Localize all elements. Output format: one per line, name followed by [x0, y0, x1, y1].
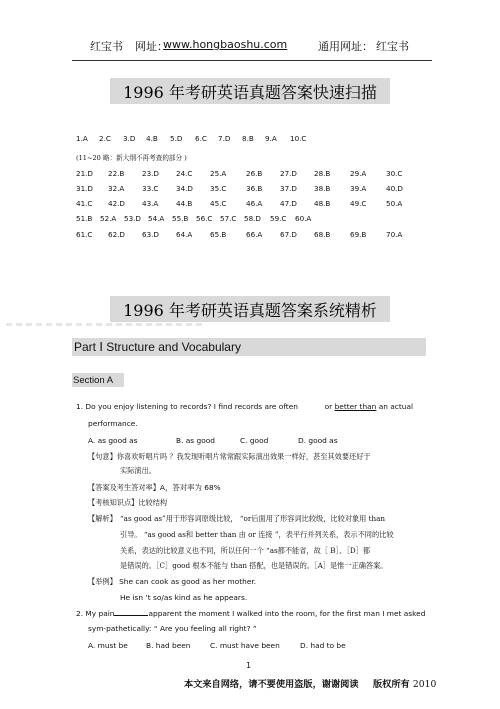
q1-option-c: C. good	[240, 436, 269, 445]
answer-cell: 35.C	[210, 184, 227, 193]
answer-cell: 66.A	[246, 230, 263, 239]
answer-cell: 44.B	[176, 199, 193, 208]
footer-year: 2010	[412, 679, 437, 690]
answer-cell: 64.A	[176, 230, 193, 239]
q1-example-line1	[88, 577, 256, 587]
answer-cell: 67.D	[280, 230, 297, 239]
answer-cell: 49.C	[350, 199, 367, 208]
answer-cell: 42.D	[108, 199, 125, 208]
title-analysis: 1996 年考研英语真题答案系统精析	[110, 296, 390, 322]
q2-line1	[76, 608, 425, 618]
answer-cell: 38.B	[314, 184, 331, 193]
answer-cell: 2.C	[99, 134, 111, 143]
footer-rights: 版权所有	[372, 679, 410, 690]
q1-example-line2: He isn ’t so/as kind as he appears.	[120, 593, 248, 602]
title-quick-scan: 1996 年考研英语真题答案快速扫描	[110, 78, 390, 104]
header-general-url-value: 红宝书	[376, 40, 409, 53]
answer-cell: 32.A	[108, 184, 125, 193]
q1-translation-line1	[88, 452, 371, 462]
q2-option-a: A. must be	[88, 641, 128, 650]
answer-cell: 21.D	[76, 169, 93, 178]
q2-text-a: 2. My pain	[76, 609, 115, 618]
answer-cell: 60.A	[295, 214, 312, 223]
q2-line2: sym-pathetically: “ Are you feeling all right? ”	[88, 624, 257, 633]
faint-watermark-line	[6, 323, 206, 326]
answer-cell: 50.A	[386, 199, 403, 208]
q2-blank	[114, 608, 148, 616]
page-number: 1	[246, 661, 252, 670]
answer-cell: 45.C	[210, 199, 227, 208]
answer-cell: 31.D	[76, 184, 93, 193]
answer-cell: 10.C	[290, 134, 307, 143]
q1-option-b: B. as good	[176, 436, 215, 445]
header-general-url-label: 通用网址：	[318, 40, 373, 53]
answer-cell: 52.A	[100, 214, 117, 223]
q2-option-b: B. had been	[146, 641, 191, 650]
q1-line1	[76, 402, 413, 411]
answer-cell: 65.B	[210, 230, 227, 239]
footer-notice	[184, 676, 436, 690]
answer-cell: 37.D	[280, 184, 297, 193]
q1-line2: performance.	[88, 419, 138, 428]
answer-cell: 51.B	[76, 214, 93, 223]
answer-cell: 27.D	[280, 169, 297, 178]
omit-note: (11~20 略：新大纲不再考查的部分 )	[76, 154, 187, 162]
answer-cell: 48.B	[314, 199, 331, 208]
q1-text-d: an actual	[378, 402, 414, 411]
q1-example-tag: 【举例】	[88, 577, 117, 586]
q2-text-b: apparent the moment I walked into the room, for the first man I met asked	[148, 609, 426, 618]
answer-cell: 55.B	[172, 214, 189, 223]
answer-cell: 69.B	[350, 230, 367, 239]
q2-option-c: C. must have been	[210, 641, 280, 650]
header-url-link[interactable]: www.hongbaoshu.com	[163, 38, 288, 51]
answer-cell: 56.C	[196, 214, 213, 223]
answer-cell: 58.D	[244, 214, 261, 223]
answer-cell: 23.D	[142, 169, 159, 178]
q1-point-tag: 【考核知识点】	[88, 498, 139, 507]
answer-cell: 53.D	[124, 214, 141, 223]
answer-cell: 24.C	[176, 169, 193, 178]
answer-cell: 61.C	[76, 230, 93, 239]
q1-analysis-line4: 是错误的。［C］good 根本不能与 than 搭配，也是错误的。［A］是惟一正确答案。	[120, 561, 388, 570]
answer-cell: 34.D	[176, 184, 193, 193]
answer-cell: 5.D	[170, 134, 183, 143]
q1-text-better-than: better than	[334, 402, 377, 411]
q1-analysis-line2: 引导。 “as good as和 better than 由 or 连接 ”，表平行并列关系，表示不同的比较	[120, 530, 394, 539]
answer-cell: 25.A	[210, 169, 227, 178]
answer-cell: 57.C	[220, 214, 237, 223]
answer-cell: 3.D	[123, 134, 136, 143]
answer-cell: 30.C	[386, 169, 403, 178]
answer-cell: 26.B	[246, 169, 263, 178]
answer-cell: 43.A	[142, 199, 159, 208]
answer-cell: 9.A	[265, 134, 277, 143]
header-brand: 红宝书	[90, 40, 123, 53]
answer-cell: 4.B	[146, 134, 158, 143]
q1-analysis-line1: “as good as”用于形容词原级比较， “or后面用了形容词比较级，比较对象用 than	[120, 514, 386, 523]
answer-cell: 6.C	[195, 134, 207, 143]
q1-answer-line	[88, 482, 221, 493]
q1-text-a: 1. Do you enjoy listening to records? I find records are often	[76, 402, 298, 411]
answer-cell: 59.C	[270, 214, 287, 223]
q1-option-a: A. as good as	[88, 436, 138, 445]
q1-translation-tag: 【句意】	[88, 452, 117, 461]
answer-cell: 33.C	[142, 184, 159, 193]
header-url-label: 网址：	[135, 40, 168, 53]
q1-translation-text: 你喜欢听唱片吗 ？我发现听唱片常常跟实际演出效果一样好，甚至其效要还好于	[116, 452, 371, 461]
section-heading: Section A	[72, 373, 124, 387]
q1-translation-line2: 实际演出。	[120, 466, 156, 475]
answer-cell: 70.A	[386, 230, 403, 239]
q1-analysis-line3: 关系，表达的比较意义也不同，所以任何一个 “as都不能省，故［ B］、［D］都	[120, 546, 371, 555]
q1-answer-text: A，答对率为 68%	[159, 483, 221, 492]
answer-cell: 46.A	[246, 199, 263, 208]
answer-cell: 8.B	[242, 134, 254, 143]
answer-cell: 7.D	[218, 134, 231, 143]
answer-cell: 28.B	[314, 169, 331, 178]
q1-text-or: or	[324, 402, 333, 411]
answer-cell: 47.D	[280, 199, 297, 208]
q2-option-d: D. had to be	[300, 641, 346, 650]
q1-example1-text: She can cook as good as her mother.	[119, 577, 257, 586]
answer-cell: 40.D	[386, 184, 403, 193]
answer-cell: 39.A	[350, 184, 367, 193]
q1-option-d: D. good as	[298, 436, 338, 445]
part-heading: Part Ⅰ Structure and Vocabulary	[72, 338, 426, 356]
q1-analysis-tag: 【解析】	[88, 514, 117, 523]
answer-cell: 68.B	[314, 230, 331, 239]
q1-point-text: 比较结构	[138, 498, 168, 507]
header-rule	[72, 60, 432, 61]
answer-cell: 22.B	[108, 169, 125, 178]
answer-cell: 1.A	[76, 134, 88, 143]
answer-cell: 29.A	[350, 169, 367, 178]
answer-cell: 41.C	[76, 199, 93, 208]
answer-cell: 36.B	[246, 184, 263, 193]
answer-cell: 62.D	[108, 230, 125, 239]
q1-answer-tag: 【答案及考生答对率】	[88, 483, 160, 492]
q1-point-line	[88, 498, 167, 508]
answer-cell: 63.D	[142, 230, 159, 239]
answer-cell: 54.A	[148, 214, 165, 223]
footer-notice-text: 本文来自网络，请不要使用盗版，谢谢阅读	[184, 679, 359, 690]
